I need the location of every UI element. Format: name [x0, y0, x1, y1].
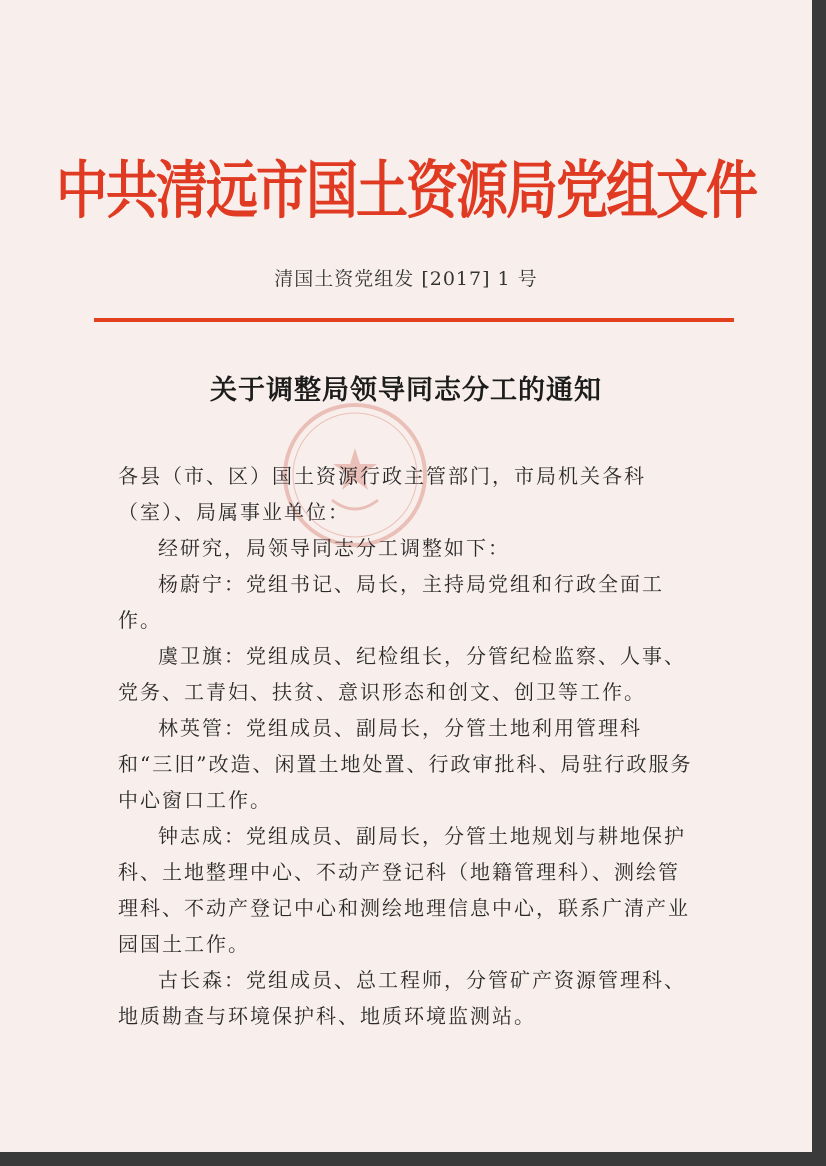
red-divider-line	[94, 318, 734, 322]
letterhead-title: 中共清远市国土资源局党组文件	[55, 155, 756, 228]
notice-body	[118, 458, 698, 1034]
assignment-paragraph: 虞卫旗：党组成员、纪检组长，分管纪检监察、人事、党务、工青妇、扶贫、意识形态和创文、创卫等工作。	[118, 644, 686, 704]
assignment-paragraph: 林英管：党组成员、副局长，分管土地利用管理科和“三旧”改造、闲置土地处置、行政审批科、局驻行政服务中心窗口工作。	[118, 716, 693, 812]
assignment-paragraph: 杨蔚宁：党组书记、局长，主持局党组和行政全面工作。	[118, 572, 664, 632]
recipients-paragraph: 各县（市、区）国土资源行政主管部门，市局机关各科（室）、局属事业单位：	[118, 464, 646, 524]
document-number: 清国土资党组发 [2017] 1 号	[274, 268, 538, 290]
intro-paragraph: 经研究，局领导同志分工调整如下：	[158, 536, 510, 560]
assignment-paragraph: 古长森：党组成员、总工程师，分管矿产资源管理科、地质勘查与环境保护科、地质环境监测站。	[118, 968, 686, 1028]
notice-title: 关于调整局领导同志分工的通知	[210, 375, 602, 406]
assignment-paragraph: 钟志成：党组成员、副局长，分管土地规划与耕地保护科、土地整理中心、不动产登记科（地籍管理科）、测绘管理科、不动产登记中心和测绘地理信息中心，联系广清产业园国土工作。	[118, 824, 690, 956]
